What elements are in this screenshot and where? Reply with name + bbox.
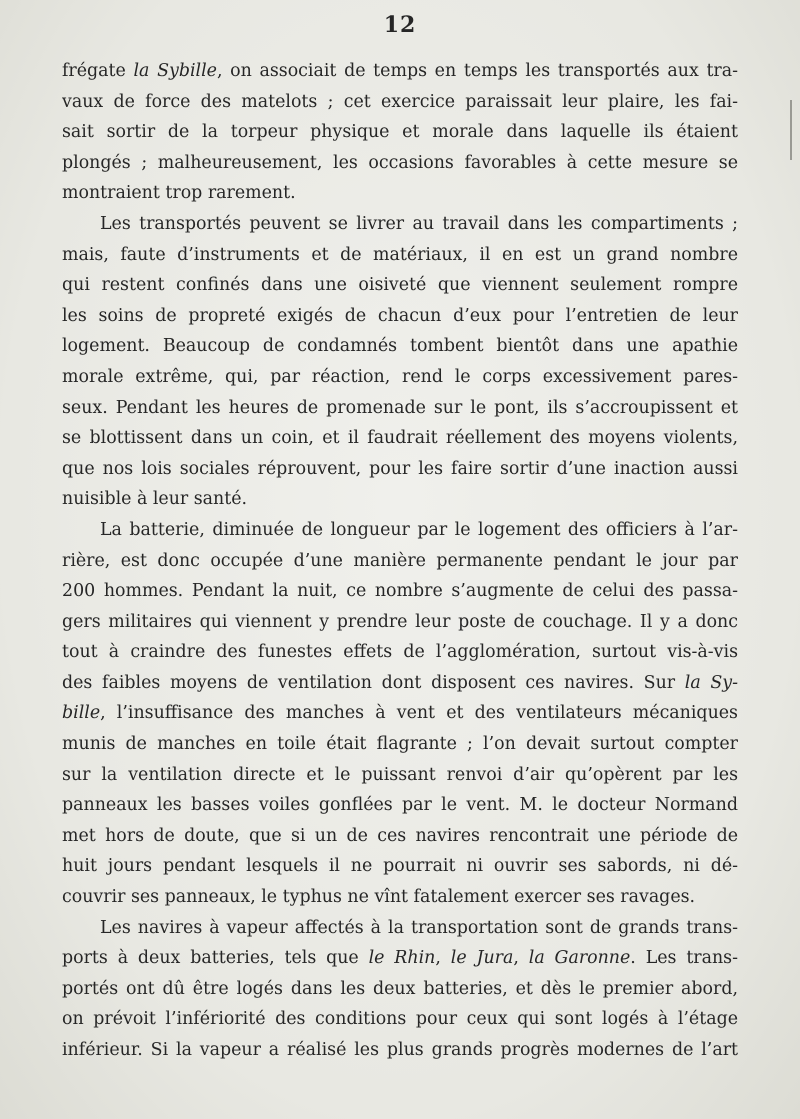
text-line: bille, l’insuffisance des manches à vent et des ventilateurs mécaniques [62, 703, 738, 724]
text-line: munis de manches en toile était flagrante ; l’on devait surtout compter [62, 734, 738, 755]
page-number: 12 [383, 12, 417, 38]
text-line: vaux de force des matelots ; cet exercice paraissait leur plaire, les fai- [62, 91, 738, 112]
text-line: 200 hommes. Pendant la nuit, ce nombre s’augmente de celui des passa- [62, 581, 738, 602]
text-line: Les transportés peuvent se livrer au travail dans les compartiments ; [100, 213, 738, 234]
paragraph [62, 209, 738, 515]
text-line: se blottissent dans un coin, et il faudrait réellement des moyens violents, [62, 428, 738, 449]
text-line: plongés ; malheureusement, les occasions favorables à cette mesure se [62, 152, 738, 173]
text-line: les soins de propreté exigés de chacun d’eux pour l’entretien de leur [62, 305, 738, 326]
text-line: seux. Pendant les heures de promenade sur le pont, ils s’accroupissent et [62, 397, 738, 418]
margin-mark [790, 100, 792, 160]
text-line: qui restent confinés dans une oisiveté que viennent seulement rompre [62, 275, 738, 296]
text-line: tout à craindre des funestes effets de l’agglomération, surtout vis-à-vis [62, 642, 738, 663]
text-line: rière, est donc occupée d’une manière permanente pendant le jour par [62, 550, 738, 571]
text-line: que nos lois sociales réprouvent, pour les faire sortir d’une inaction aussi [62, 458, 738, 479]
text-line: sait sortir de la torpeur physique et morale dans laquelle ils étaient [62, 122, 738, 143]
paragraph [62, 56, 738, 209]
text-line: ports à deux batteries, tels que le Rhin, le Jura, la Garonne. Les trans- [62, 948, 738, 969]
text-line: inférieur. Si la vapeur a réalisé les plus grands progrès modernes de l’art [62, 1040, 738, 1060]
text-line: panneaux les basses voiles gonflées par le vent. M. le docteur Normand [62, 795, 738, 816]
text-line: huit jours pendant lesquels il ne pourrait ni ouvrir ses sabords, ni dé- [62, 856, 738, 877]
text-line: sur la ventilation directe et le puissant renvoi d’air qu’opèrent par les [62, 764, 738, 785]
text-line: logement. Beaucoup de condamnés tombent bientôt dans une apathie [62, 336, 738, 357]
text-line: Les navires à vapeur affectés à la transportation sont de grands trans- [100, 917, 738, 938]
text-line: portés ont dû être logés dans les deux batteries, et dès le premier abord, [62, 978, 738, 999]
text-line: met hors de doute, que si un de ces navires rencontrait une période de [62, 825, 738, 846]
text-line: morale extrême, qui, par réaction, rend le corps excessivement pares- [62, 366, 738, 387]
text-line: mais, faute d’instruments et de matériaux, il en est un grand nombre [62, 244, 738, 265]
text-line: montraient trop rarement. [62, 183, 296, 204]
body-text [62, 56, 738, 1066]
text-line: couvrir ses panneaux, le typhus ne vînt fatalement exercer ses ravages. [62, 887, 696, 908]
text-line: des faibles moyens de ventilation dont disposent ces navires. Sur la Sy- [62, 672, 738, 693]
text-line: on prévoit l’infériorité des conditions pour ceux qui sont logés à l’étage [62, 1009, 738, 1030]
text-line: frégate la Sybille, on associait de temps en temps les transportés aux tra- [62, 61, 738, 81]
text-line: gers militaires qui viennent y prendre leur poste de couchage. Il y a donc [62, 611, 738, 632]
text-line: nuisible à leur santé. [62, 489, 248, 510]
paragraph [62, 913, 738, 1066]
text-line: La batterie, diminuée de longueur par le logement des officiers à l’ar- [100, 519, 738, 540]
paragraph [62, 515, 738, 913]
